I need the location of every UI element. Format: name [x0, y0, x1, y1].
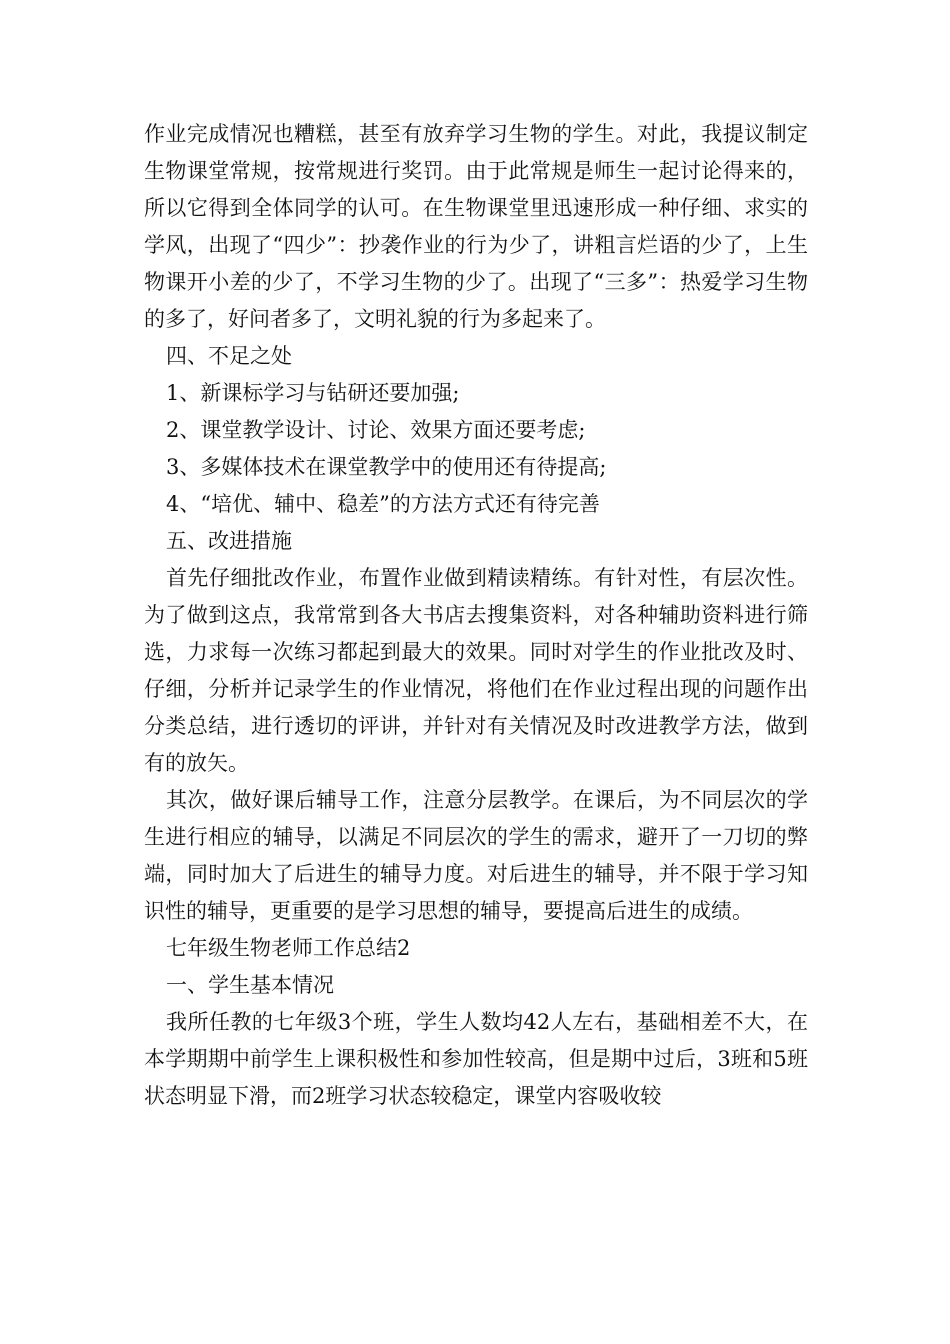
paragraph-homework: 首先仔细批改作业，布置作业做到精读精练。有针对性，有层次性。为了做到这点，我常常到各大书店去搜集资料，对各种辅助资料进行筛选，力求每一次练习都起到最大的效果。同时对学生的作业批改及时、仔细，分析并记录学生的作业情况，将他们在作业过程出现的问题作出分类总结，进行透切的评讲，并针对有关情况及时改进教学方法，做到有的放矢。 — [144, 566, 808, 775]
list-item-4: 4、“培优、辅中、稳差”的方法方式还有待完善 — [166, 492, 600, 516]
list-item-1: 1、新课标学习与钻研还要加强; — [166, 381, 460, 405]
list-item-2: 2、课堂教学设计、讨论、效果方面还要考虑; — [166, 418, 586, 442]
document-title-2: 七年级生物老师工作总结2 — [166, 936, 411, 960]
paragraph-tutoring: 其次，做好课后辅导工作，注意分层教学。在课后，为不同层次的学生进行相应的辅导，以满足不同层次的学生的需求，避开了一刀切的弊端，同时加大了后进生的辅导力度。对后进生的辅导，并不限于学习知识性的辅导，更重要的是学习思想的辅导，要提高后进生的成绩。 — [144, 788, 808, 923]
section-heading-shortcomings: 四、不足之处 — [166, 344, 292, 368]
list-item-3: 3、多媒体技术在课堂教学中的使用还有待提高; — [166, 455, 607, 479]
paragraph-students: 我所任教的七年级3个班，学生人数均42人左右，基础相差不大，在本学期期中前学生上课积极性和参加性较高，但是期中过后，3班和5班状态明显下滑，而2班学习状态较稳定，课堂内容吸收较 — [144, 1010, 808, 1108]
paragraph-continued: 作业完成情况也糟糕，甚至有放弃学习生物的学生。对此，我提议制定生物课堂常规，按常规进行奖罚。由于此常规是师生一起讨论得来的，所以它得到全体同学的认可。在生物课堂里迅速形成一种仔细、求实的学风，出现了“四少”：抄袭作业的行为少了，讲粗言烂语的少了，上生物课开小差的少了，不学习生物的少了。出现了“三多”：热爱学习生物的多了，好问者多了，文明礼貌的行为多起来了。 — [144, 122, 808, 331]
document-body — [144, 116, 808, 1115]
section-heading-improvements: 五、改进措施 — [166, 529, 292, 553]
section-heading-students: 一、学生基本情况 — [166, 973, 334, 997]
